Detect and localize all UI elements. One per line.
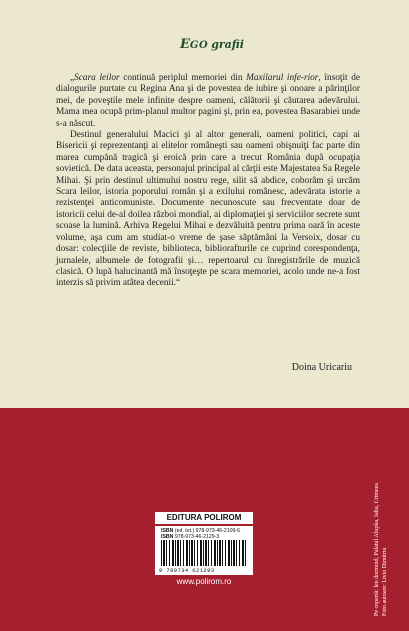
cover-credits [373, 406, 389, 616]
isbn-value-1: (ed. tot.) 978-973-46-2109-6 [174, 528, 241, 534]
logo-grafii: grafii [211, 38, 244, 51]
ego-grafii-logo [180, 33, 244, 52]
back-cover-text [56, 73, 360, 290]
isbn-label-1: ISBN [161, 528, 174, 534]
isbn-barcode-box [155, 526, 253, 575]
credit-line-2: Foto autoare: Livio Dimitriu [382, 547, 388, 616]
paragraph-1 [56, 73, 360, 130]
logo-go: GO [189, 40, 209, 51]
barcode-icon [161, 540, 247, 566]
quote-open: „ [70, 73, 75, 83]
author-signature: Doina Uricariu [291, 362, 352, 373]
book-title-scara: Scara leilor [74, 73, 120, 83]
publisher-website: www.polirom.ro [176, 577, 232, 586]
credit-line-1: Pe copertă: leu dormind, Palatul Alupka, Ialta, Crimeea [374, 483, 380, 616]
barcode-digits: 9 789734 621293 [159, 567, 215, 574]
book-title-maxilarul: Maxilarul infe-rior [246, 73, 319, 83]
logo-letter-e: E [180, 37, 190, 52]
isbn-label-2: ISBN [161, 534, 174, 540]
paragraph-2: Destinul generalului Macici şi al altor generali, oameni politici, capi ai Bisericii şi reprezentanţi ai elitelor româneşti sau oameni obişnuiţi fac parte din marea cumpănă tragică şi eroică prin care a trecut România după ocupaţia sovietică. De data aceasta, personajul principal al cărţii este Majestatea Sa Regele Mihai. Şi prin destinul ultimului nostru rege, silit să abdice, coborâm şi urcăm Scara leilor, istoria poporului român şi a exilului românesc, adevărata istorie a rezistenţei anticomuniste. Documente necunoscute sau frecventate doar de istoricii celui de-al doilea război mondial, ai diplomaţiei şi serviciilor secrete sunt scoase la lumină. Arhiva Regelui Mihai e dezvăluită pentru prima oară în aceste volume, aşa cum am studiat-o vreme de şase săptămâni la Versoix, dosar cu dosar: colecţiile de reviste, biblioteca, bibliorafturile ce cuprind corespondenţa, jurnalele, albumele de fotografii şi… repertoarul cu înregistrările de muzică clasică. O lupă halucinantă mă însoţeşte pe scara memoriei, acolo unde ne-a fost interzis să privim atâtea decenii.“ [56, 130, 360, 289]
publisher-label: EDITURA POLIROM [155, 512, 253, 524]
paragraph-1-rest: , însoţit de dialogurile purtate cu Regina Ana şi de povestea de iubire şi onoare a părinţilor mei, de poveştile mele infinite despre oameni, călătorii şi căutarea adevărului. Mama mea ocupă prim-planul multor pagini şi, prin ea, povestea Basarabiei unde s-a născut. [56, 73, 360, 129]
paragraph-1-mid: continuă periplul memoriei din [119, 73, 247, 83]
isbn-value-2: 978-973-46-2129-3 [174, 534, 220, 540]
